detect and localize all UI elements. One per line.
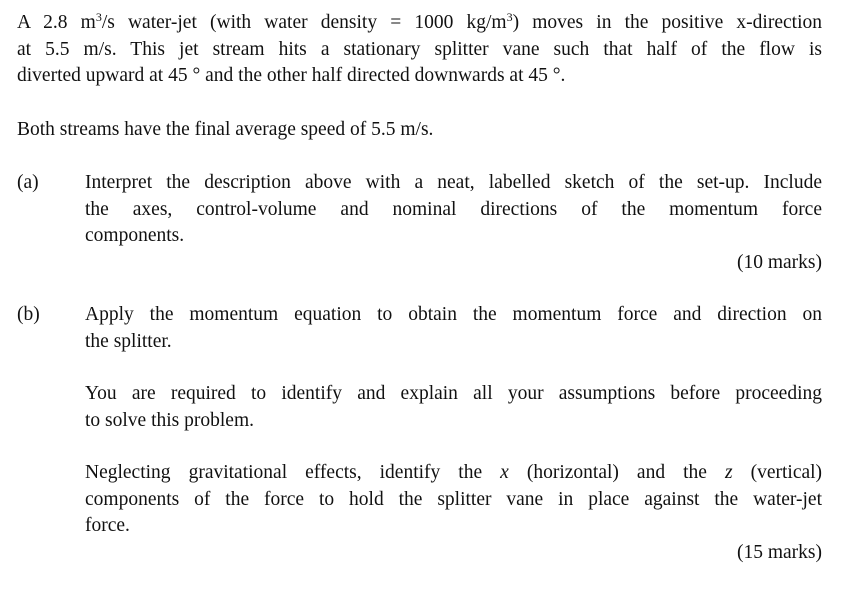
intro-text: ) moves in the positive x-direction xyxy=(512,12,822,33)
part-b-p3-line-3: force. xyxy=(85,515,130,536)
part-b-text: Neglecting gravitational effects, identify the xyxy=(85,462,483,483)
part-b xyxy=(17,302,822,566)
intro-text: A 2.8 m xyxy=(17,12,96,33)
intro-line-1 xyxy=(17,10,822,37)
part-a-line-2: the axes, control-volume and nominal directions of the momentum force xyxy=(85,198,822,220)
part-b-p1-line-2: the splitter. xyxy=(85,330,172,352)
part-b-text: (vertical) xyxy=(750,462,823,483)
part-b-p2-line-1: You are required to identify and explain all your assumptions before proceeding xyxy=(85,383,822,404)
speed-statement-text: Both streams have the final average speed of 5.5 m/s. xyxy=(17,118,434,140)
part-a-label: (a) xyxy=(17,172,39,193)
intro-line-2: at 5.5 m/s. This jet stream hits a stationary splitter vane such that half of the flow is xyxy=(17,38,822,60)
superscript: 3 xyxy=(506,10,513,24)
part-a-line-3: components. xyxy=(85,225,185,246)
part-b-p3-line-1 xyxy=(85,460,822,487)
variable-x: x xyxy=(500,462,509,483)
part-a-line-1: Interpret the description above with a neat, labelled sketch of the set-up. Include xyxy=(85,172,822,193)
part-a-marks: (10 marks) xyxy=(736,251,822,273)
part-b-marks: (15 marks) xyxy=(736,541,822,563)
intro-line-3: diverted upward at 45 ° and the other half directed downwards at 45 °. xyxy=(17,65,566,86)
part-b-p2-line-2: to solve this problem. xyxy=(85,409,254,431)
exam-question xyxy=(17,10,822,566)
part-b-text: (horizontal) and the xyxy=(526,462,707,483)
intro-text: /s water-jet (with water density = 1000 kg/m xyxy=(101,12,507,33)
variable-z: z xyxy=(724,462,733,483)
part-b-p3-line-2: components of the force to hold the splitter vane in place against the water-jet xyxy=(85,488,822,510)
part-b-p1-line-1: Apply the momentum equation to obtain the momentum force and direction on xyxy=(85,304,822,325)
speed-statement xyxy=(17,117,822,144)
part-b-label: (b) xyxy=(17,304,40,325)
superscript: 3 xyxy=(95,10,102,24)
part-a xyxy=(17,170,822,276)
intro-paragraph xyxy=(17,10,822,90)
